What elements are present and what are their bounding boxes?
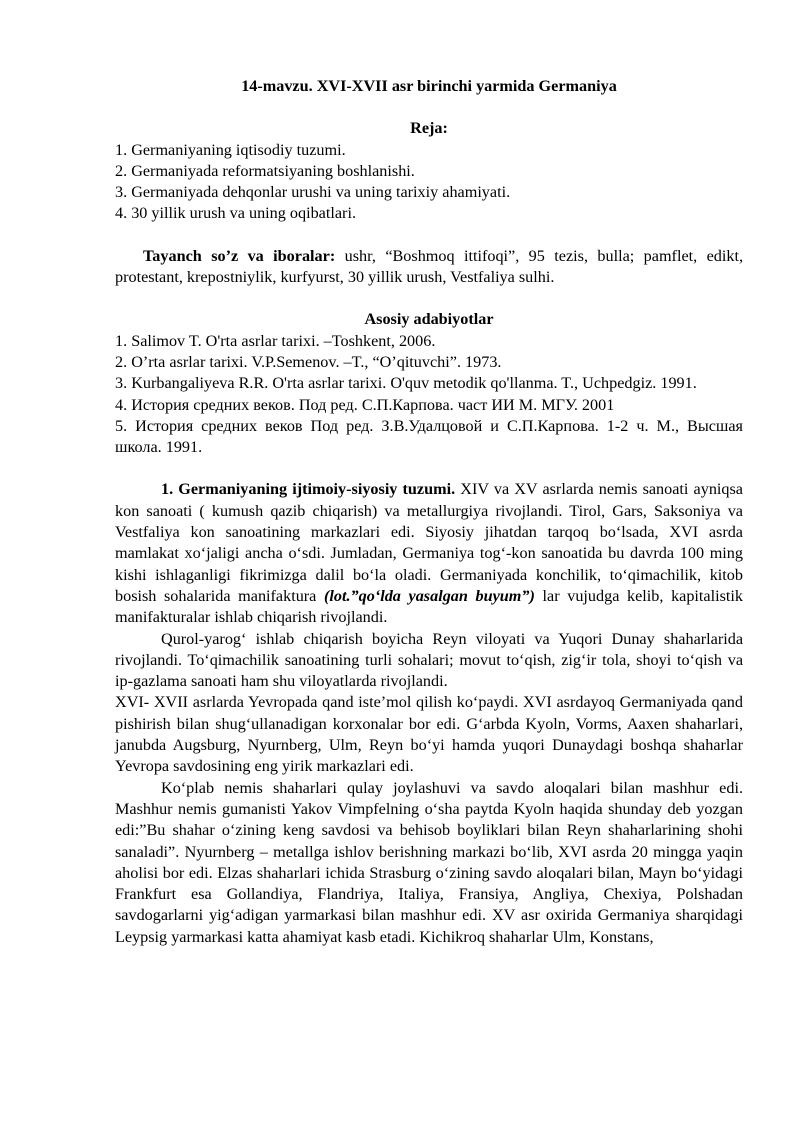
document-page [115, 76, 743, 948]
literature-item: 4. История средних веков. Под ред. С.П.Карпова. част ИИ М. МГУ. 2001 [115, 395, 615, 414]
literature-item: 3. Kurbangaliyeva R.R. O'rta asrlar tarixi. O'quv metodik qo'llanma. T., Uchpedgiz. 1991. [115, 374, 697, 393]
section1-p1-text-b: lar vujudga kelib, kapitalistik manifakturalar ishlab chiqarish rivojlandi. [115, 586, 743, 627]
literature-item: 1. Salimov T. O'rta asrlar tarixi. –Toshkent, 2006. [115, 331, 436, 350]
plan-item: 1. Germaniyaning iqtisodiy tuzumi. [115, 140, 346, 159]
plan-list [115, 140, 743, 225]
literature-heading: Asosiy adabiyotlar [364, 310, 494, 329]
plan-heading: Reja: [410, 119, 448, 138]
keywords-paragraph [115, 246, 743, 289]
keywords-label: Tayanch so’z va iboralar: [143, 246, 336, 265]
page-title: 14-mavzu. XVI-XVII asr birinchi yarmida Germaniya [241, 77, 617, 95]
section1-paragraph-2: Qurol-yarog‘ ishlab chiqarish boyicha Reyn viloyati va Yuqori Dunay shaharlarida rivojlandi. To‘qimachilik sanoatining turli sohalari; movut to‘qish, zig‘ir tola, shoyi to‘qish va ip-gazlama sanoati ham shu viloyatlarda rivojlandi. [115, 629, 743, 691]
literature-list [115, 331, 743, 459]
plan-item: 2. Germaniyada reformatsiyaning boshlanishi. [115, 161, 415, 180]
section1-heading: 1. Germaniyaning ijtimoiy-siyosiy tuzumi. [161, 480, 456, 499]
section1-paragraph-4: Ko‘plab nemis shaharlari qulay joylashuvi va savdo aloqalari bilan mashhur edi. Mashhur nemis gumanisti Yakov Vimpfelning o‘sha paytda Kyoln haqida shunday deb yozgan edi:”Bu shahar o‘zining keng savdosi va behisob boyliklari bilan Reyn shaharlarining shohi sanaladi”. Nyurnberg – metallga ishlov berishning markazi bo‘lib, XVI asrda 20 mingga yaqin aholisi bor edi. Elzas shaharlari ichida Strasburg o‘zining savdo aloqalari bilan, Mayn bo‘yidagi Frankfurt esa Gollandiya, Flandriya, Italiya, Fransiya, Angliya, Chexiya, Polshadan savdogarlarni yig‘adigan yarmarkasi bilan mashhur edi. XV asr oxirida Germaniya sharqidagi Leypsig yarmarkasi katta ahamiyat kasb etadi. Kichikroq shaharlar Ulm, Konstans, [115, 778, 743, 946]
keywords-text: ushr, “Boshmoq ittifoqi”, 95 tezis, bulla; pamflet, edikt, protestant, krepostniylik, kurfyurst, 30 yillik urush, Vestfaliya sulhi. [115, 246, 743, 287]
literature-item: 5. История средних веков Под ред. З.В.Удалцовой и С.П.Карпова. 1-2 ч. М., Высшая школа. 1991. [115, 416, 743, 457]
section1-paragraph-1 [115, 479, 743, 628]
section1-p1-emphasis: (lot.”qo‘lda yasalgan buyum”) [324, 586, 535, 605]
section1-p1-text-a: XIV va XV asrlarda nemis sanoati ayniqsa kon sanoati ( kumush qazib chiqarish) va metallurgiya rivojlandi. Tirol, Gars, Saksoniya va Vestfaliya kon sanoatining markazlari edi. Siyosiy jihatdan tarqoq bo‘lsada, XVI asrda mamlakat xo‘jaligi ancha o‘sdi. Jumladan, Germaniya tog‘-kon sanoatida bu davrda 100 ming kishi ishlaganligi fikrimizga dalil bo‘la oladi. Germaniyada konchilik, to‘qimachilik, kitob bosish sohalarida manifaktura [115, 480, 743, 605]
literature-item: 2. O’rta asrlar tarixi. V.P.Semenov. –T., “O’qituvchi”. 1973. [115, 352, 502, 371]
section1-paragraph-3: XVI- XVII asrlarda Yevropada qand iste’mol qilish ko‘paydi. XVI asrdayoq Germaniyada qand pishirish bilan shug‘ullanadigan korxonalar bor edi. G‘arbda Kyoln, Vorms, Aaxen shaharlari, janubda Augsburg, Nyurnberg, Ulm, Reyn bo‘yi hamda yuqori Dunaydagi boshqa shaharlar Yevropa savdosining eng yirik markazlari edi. [115, 693, 743, 776]
plan-item: 3. Germaniyada dehqonlar urushi va uning tarixiy ahamiyati. [115, 183, 511, 202]
plan-item: 4. 30 yillik urush va uning oqibatlari. [115, 204, 356, 223]
